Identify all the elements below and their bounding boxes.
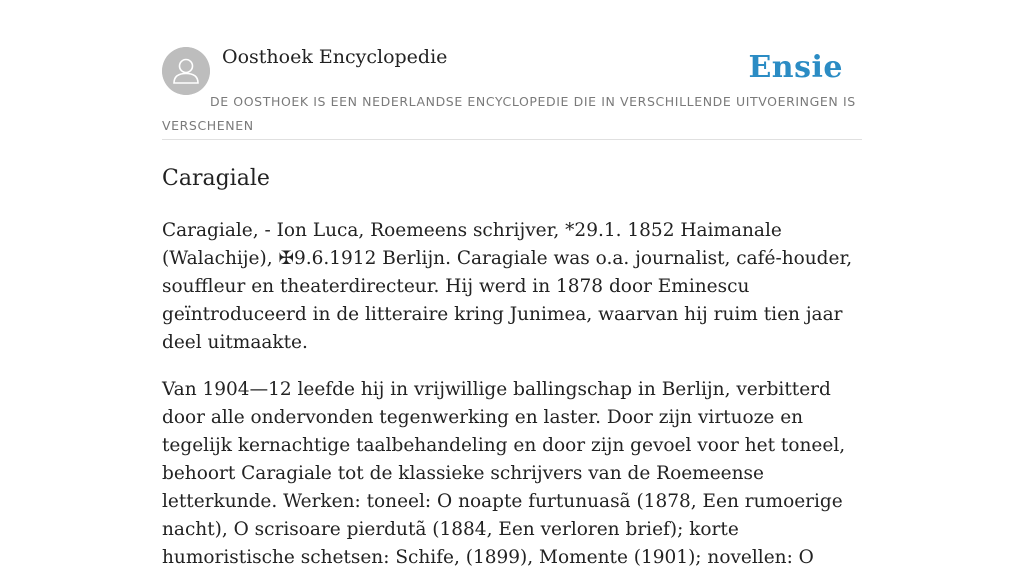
brand-logo[interactable]: Ensie <box>748 50 843 85</box>
avatar[interactable] <box>162 47 210 95</box>
article-paragraph-2: Van 1904—12 leefde hij in vrijwillige ballingschap in Berlijn, verbitterd door alle ondervonden tegenwerking en laster. Door zijn virtuoze en tegelijk kernachtige taalbehandeling en door zijn gevoel voor het toneel, behoort Caragiale tot de klassieke schrijvers van de Roemeense letterkunde. Werken: toneel: O noapte furtunuasã (1878, Een rumoerige nacht), O scrisoare pierdutã (1884, Een verloren brief); korte humoristische schetsen: Schife, (1899), Momente (1901); novellen: O <box>162 379 846 568</box>
site-tagline: DE OOSTHOEK IS EEN NEDERLANDSE ENCYCLOPEDIE DIE IN VERSCHILLENDE UITVOERINGEN IS VERSCHENEN <box>162 94 856 133</box>
user-icon <box>162 47 210 95</box>
site-name[interactable]: Oosthoek Encyclopedie <box>222 46 448 68</box>
article-paragraph-1: Caragiale, - Ion Luca, Roemeens schrijver, *29.1. 1852 Haimanale (Walachije), ✠9.6.1912 Berlijn. Caragiale was o.a. journalist, café-houder, souffleur en theaterdirecteur. Hij werd in 1878 door Eminescu geïntroduceerd in de litteraire kring Junimea, waarvan hij ruim tien jaar deel uitmaakte. <box>162 220 853 353</box>
page-container <box>162 0 862 572</box>
article-title: Caragiale <box>162 166 270 191</box>
site-header <box>162 0 862 140</box>
